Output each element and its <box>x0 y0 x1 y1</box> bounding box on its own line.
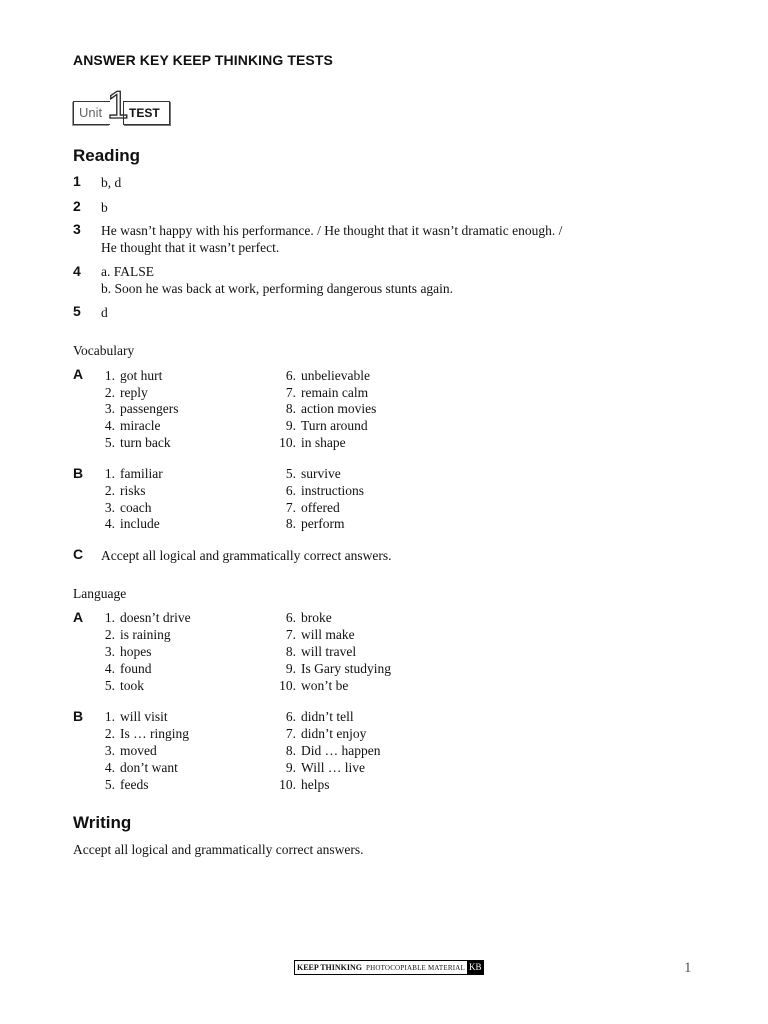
footer-note: PHOTOCOPIABLE MATERIAL <box>365 963 465 972</box>
unit-badge <box>73 84 169 127</box>
answer-row: 5. feeds <box>104 777 149 792</box>
answer-row: 7. offered <box>285 500 340 515</box>
answer-row: 2. reply <box>104 385 148 400</box>
answer-row: 9. Will … live <box>285 760 365 775</box>
answer-row: 3. hopes <box>104 644 152 659</box>
reading-answer: He wasn’t happy with his performance. / He thought that it wasn’t dramatic enough. / <box>101 223 563 238</box>
publisher-logo: KB <box>468 962 482 972</box>
answer-row: 5. turn back <box>104 435 171 450</box>
answer-row: 8. action movies <box>285 401 377 416</box>
exercise-note: Accept all logical and grammatically correct answers. <box>101 548 392 563</box>
footer-brand: KEEP THINKING <box>297 963 362 972</box>
exercise-label: A <box>73 609 84 625</box>
answer-row: 8. perform <box>285 516 345 531</box>
answer-row: 4. include <box>104 516 160 531</box>
answer-row: 8. Did … happen <box>285 743 381 758</box>
footer-brand-badge <box>294 960 484 975</box>
reading-q-number: 3 <box>73 221 81 237</box>
answer-row: 7. didn’t enjoy <box>285 726 367 741</box>
answer-row: 4. don’t want <box>104 760 178 775</box>
answer-row: 9. Is Gary studying <box>285 661 391 676</box>
answer-row: 5. took <box>104 678 145 693</box>
reading-q-number: 2 <box>73 198 81 214</box>
reading-answer: b. Soon he was back at work, performing dangerous stunts again. <box>101 281 454 296</box>
exercise-label: B <box>73 465 84 481</box>
answer-row: 6. unbelievable <box>285 368 370 383</box>
answer-row: 1. familiar <box>104 466 163 481</box>
reading-heading: Reading <box>73 146 141 165</box>
answer-row: 3. passengers <box>104 401 179 416</box>
answer-row: 2. risks <box>104 483 146 498</box>
reading-answer: He thought that it wasn’t perfect. <box>101 240 280 255</box>
page-number: 1 <box>684 960 692 976</box>
answer-row: 3. moved <box>104 743 157 758</box>
answer-row: 5. survive <box>285 466 341 481</box>
reading-answer: b <box>101 200 108 215</box>
reading-q-number: 5 <box>73 303 81 319</box>
answer-row: 1. will visit <box>104 709 168 724</box>
test-label: TEST <box>129 106 160 120</box>
vocabulary-label: Vocabulary <box>73 343 135 358</box>
reading-q-number: 1 <box>73 173 81 189</box>
answer-row: 4. found <box>104 661 152 676</box>
writing-note: Accept all logical and grammatically correct answers. <box>73 842 364 857</box>
document-title: ANSWER KEY KEEP THINKING TESTS <box>73 52 333 68</box>
answer-row: 9. Turn around <box>285 418 368 433</box>
exercise-label: B <box>73 708 84 724</box>
reading-answer: a. FALSE <box>101 264 154 279</box>
reading-answer: b, d <box>101 175 122 190</box>
answer-row: 8. will travel <box>285 644 357 659</box>
answer-row: 6. instructions <box>285 483 364 498</box>
answer-row: 2. is raining <box>104 627 171 642</box>
exercise-label: A <box>73 366 84 382</box>
answer-row: 2. Is … ringing <box>104 726 189 741</box>
reading-answer: d <box>101 305 108 320</box>
answer-row: 6. didn’t tell <box>285 709 354 724</box>
writing-heading: Writing <box>73 813 132 832</box>
answer-row: 3. coach <box>104 500 152 515</box>
exercise-label: C <box>73 546 84 562</box>
answer-row: 1. got hurt <box>104 368 163 383</box>
answer-row: 10. helps <box>279 777 330 792</box>
reading-q-number: 4 <box>73 263 81 279</box>
answer-row: 6. broke <box>285 610 332 625</box>
answer-row: 10. in shape <box>279 435 346 450</box>
unit-number: 1 <box>107 84 129 127</box>
answer-row: 4. miracle <box>104 418 161 433</box>
answer-row: 7. will make <box>285 627 355 642</box>
language-label: Language <box>73 586 127 601</box>
unit-word: Unit <box>79 105 103 120</box>
answer-row: 10. won’t be <box>279 678 349 693</box>
answer-row: 1. doesn’t drive <box>104 610 191 625</box>
answer-row: 7. remain calm <box>285 385 369 400</box>
